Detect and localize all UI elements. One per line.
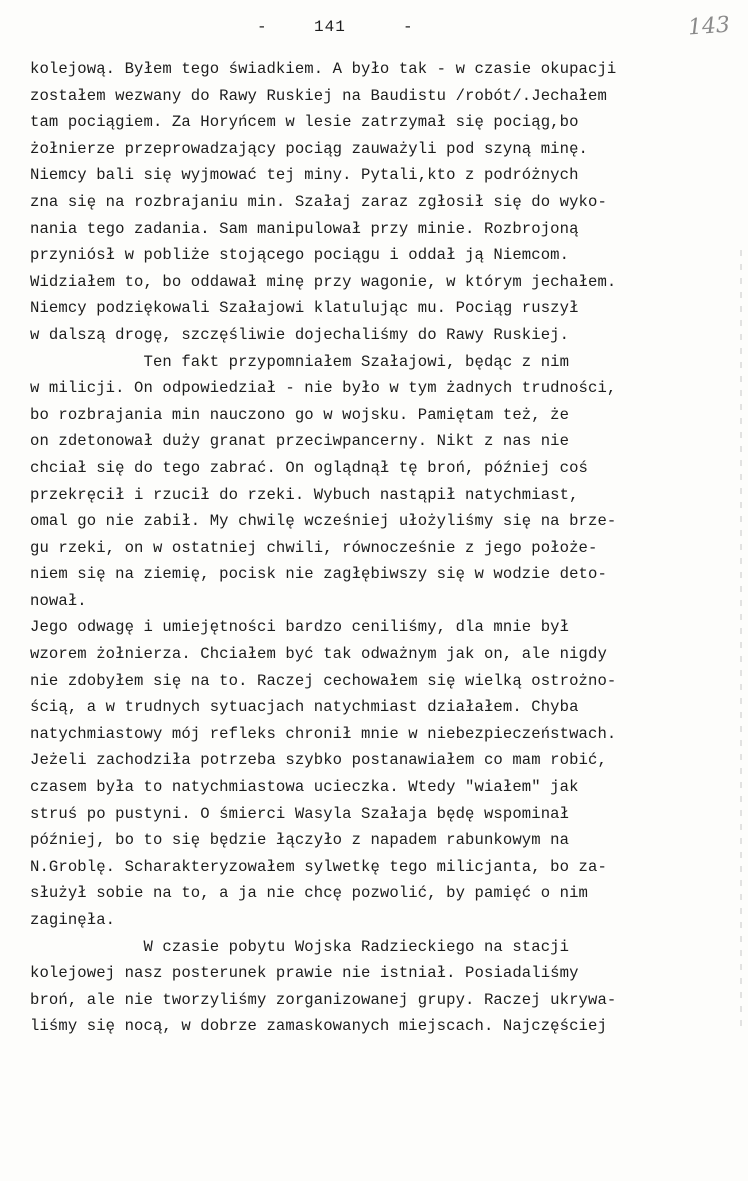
text-line: zostałem wezwany do Rawy Ruskiej na Baudistu /robót/.Jechałem [30,86,607,105]
body-text [30,56,720,1040]
text-line: Widziałem to, bo oddawał minę przy wagonie, w którym jechałem. [30,272,617,291]
text-line: Jego odwagę i umiejętności bardzo ceniliśmy, dla mnie był [30,618,570,637]
text-line: natychmiastowy mój refleks chronił mnie w niebezpieczeństwach. [30,724,617,743]
text-line: przyniósł w pobliże stojącego pociągu i oddał ją Niemcom. [30,246,570,265]
text-line: ścią, a w trudnych sytuacjach natychmiast działałem. Chyba [30,698,579,717]
text-line: omal go nie zabił. My chwilę wcześniej ułożyliśmy się na brze- [30,512,617,531]
text-line: w dalszą drogę, szczęśliwie dojechaliśmy do Rawy Ruskiej. [30,325,570,344]
text-line: Ten fakt przypomniałem Szałajowi, będąc z nim [30,352,570,371]
text-line: tam pociągiem. Za Horyńcem w lesie zatrzymał się pociąg,bo [30,113,579,132]
text-line: bo rozbrajania min nauczono go w wojsku. Pamiętam też, że [30,405,570,424]
text-line: Niemcy bali się wyjmować tej miny. Pytali,kto z podróżnych [30,166,579,185]
text-line: nował. [30,591,87,610]
text-line: niem się na ziemię, pocisk nie zagłębiwszy się w wodzie deto- [30,565,607,584]
page-number: 141 [314,18,346,36]
text-line: przekręcił i rzucił do rzeki. Wybuch nastąpił natychmiast, [30,485,579,504]
text-line: zna się na rozbrajaniu min. Szałaj zaraz zgłosił się do wyko- [30,192,607,211]
text-line: W czasie pobytu Wojska Radzieckiego na stacji [30,937,570,956]
text-line: nie zdobyłem się na to. Raczej cechowałem się wielką ostrożno- [30,671,617,690]
text-line: kolejowej nasz posterunek prawie nie istniał. Posiadaliśmy [30,964,579,983]
text-line: później, bo to się będzie łączyło z napadem rabunkowym na [30,831,570,850]
text-line: broń, ale nie tworzyliśmy zorganizowanej grupy. Raczej ukrywa- [30,990,617,1009]
text-line: nania tego zadania. Sam manipulował przy minie. Rozbrojoną [30,219,579,238]
text-line: gu rzeki, on w ostatniej chwili, równocześnie z jego położe- [30,538,598,557]
scan-edge-mark [740,250,742,1030]
text-line: Niemcy podziękowali Szałajowi klatulując mu. Pociąg ruszył [30,299,579,318]
text-line: chciał się do tego zabrać. On oglądnął tę broń, później coś [30,458,589,477]
text-line: zaginęła. [30,911,116,929]
text-line: Jeżeli zachodziła potrzeba szybko postanawiałem co mam robić, [30,751,607,770]
text-line: czasem była to natychmiastowa ucieczka. Wtedy "wiałem" jak [30,778,579,797]
text-line: on zdetonował duży granat przeciwpancerny. Nikt z nas nie [30,432,570,451]
handwritten-page-number: 143 [687,12,731,41]
text-line: N.Groblę. Scharakteryzowałem sylwetkę tego milicjanta, bo za- [30,857,607,876]
text-line: kolejową. Byłem tego świadkiem. A było tak - w czasie okupacji [30,60,617,78]
text-line: służył sobie na to, a ja nie chcę pozwolić, by pamięć o nim [30,884,589,903]
header-dash-right: - [403,18,413,36]
header-dash-left: - [257,18,267,36]
text-line: wzorem żołnierza. Chciałem być tak odważnym jak on, ale nigdy [30,645,607,664]
page-header [0,18,748,42]
text-line: w milicji. On odpowiedział - nie było w tym żadnych trudności, [30,379,617,398]
text-line: struś po pustyni. O śmierci Wasyla Szałaja będę wspominał [30,804,570,823]
text-line: żołnierze przeprowadzający pociąg zauważyli pod szyną minę. [30,139,589,158]
text-line: liśmy się nocą, w dobrze zamaskowanych miejscach. Najczęściej [30,1017,607,1036]
